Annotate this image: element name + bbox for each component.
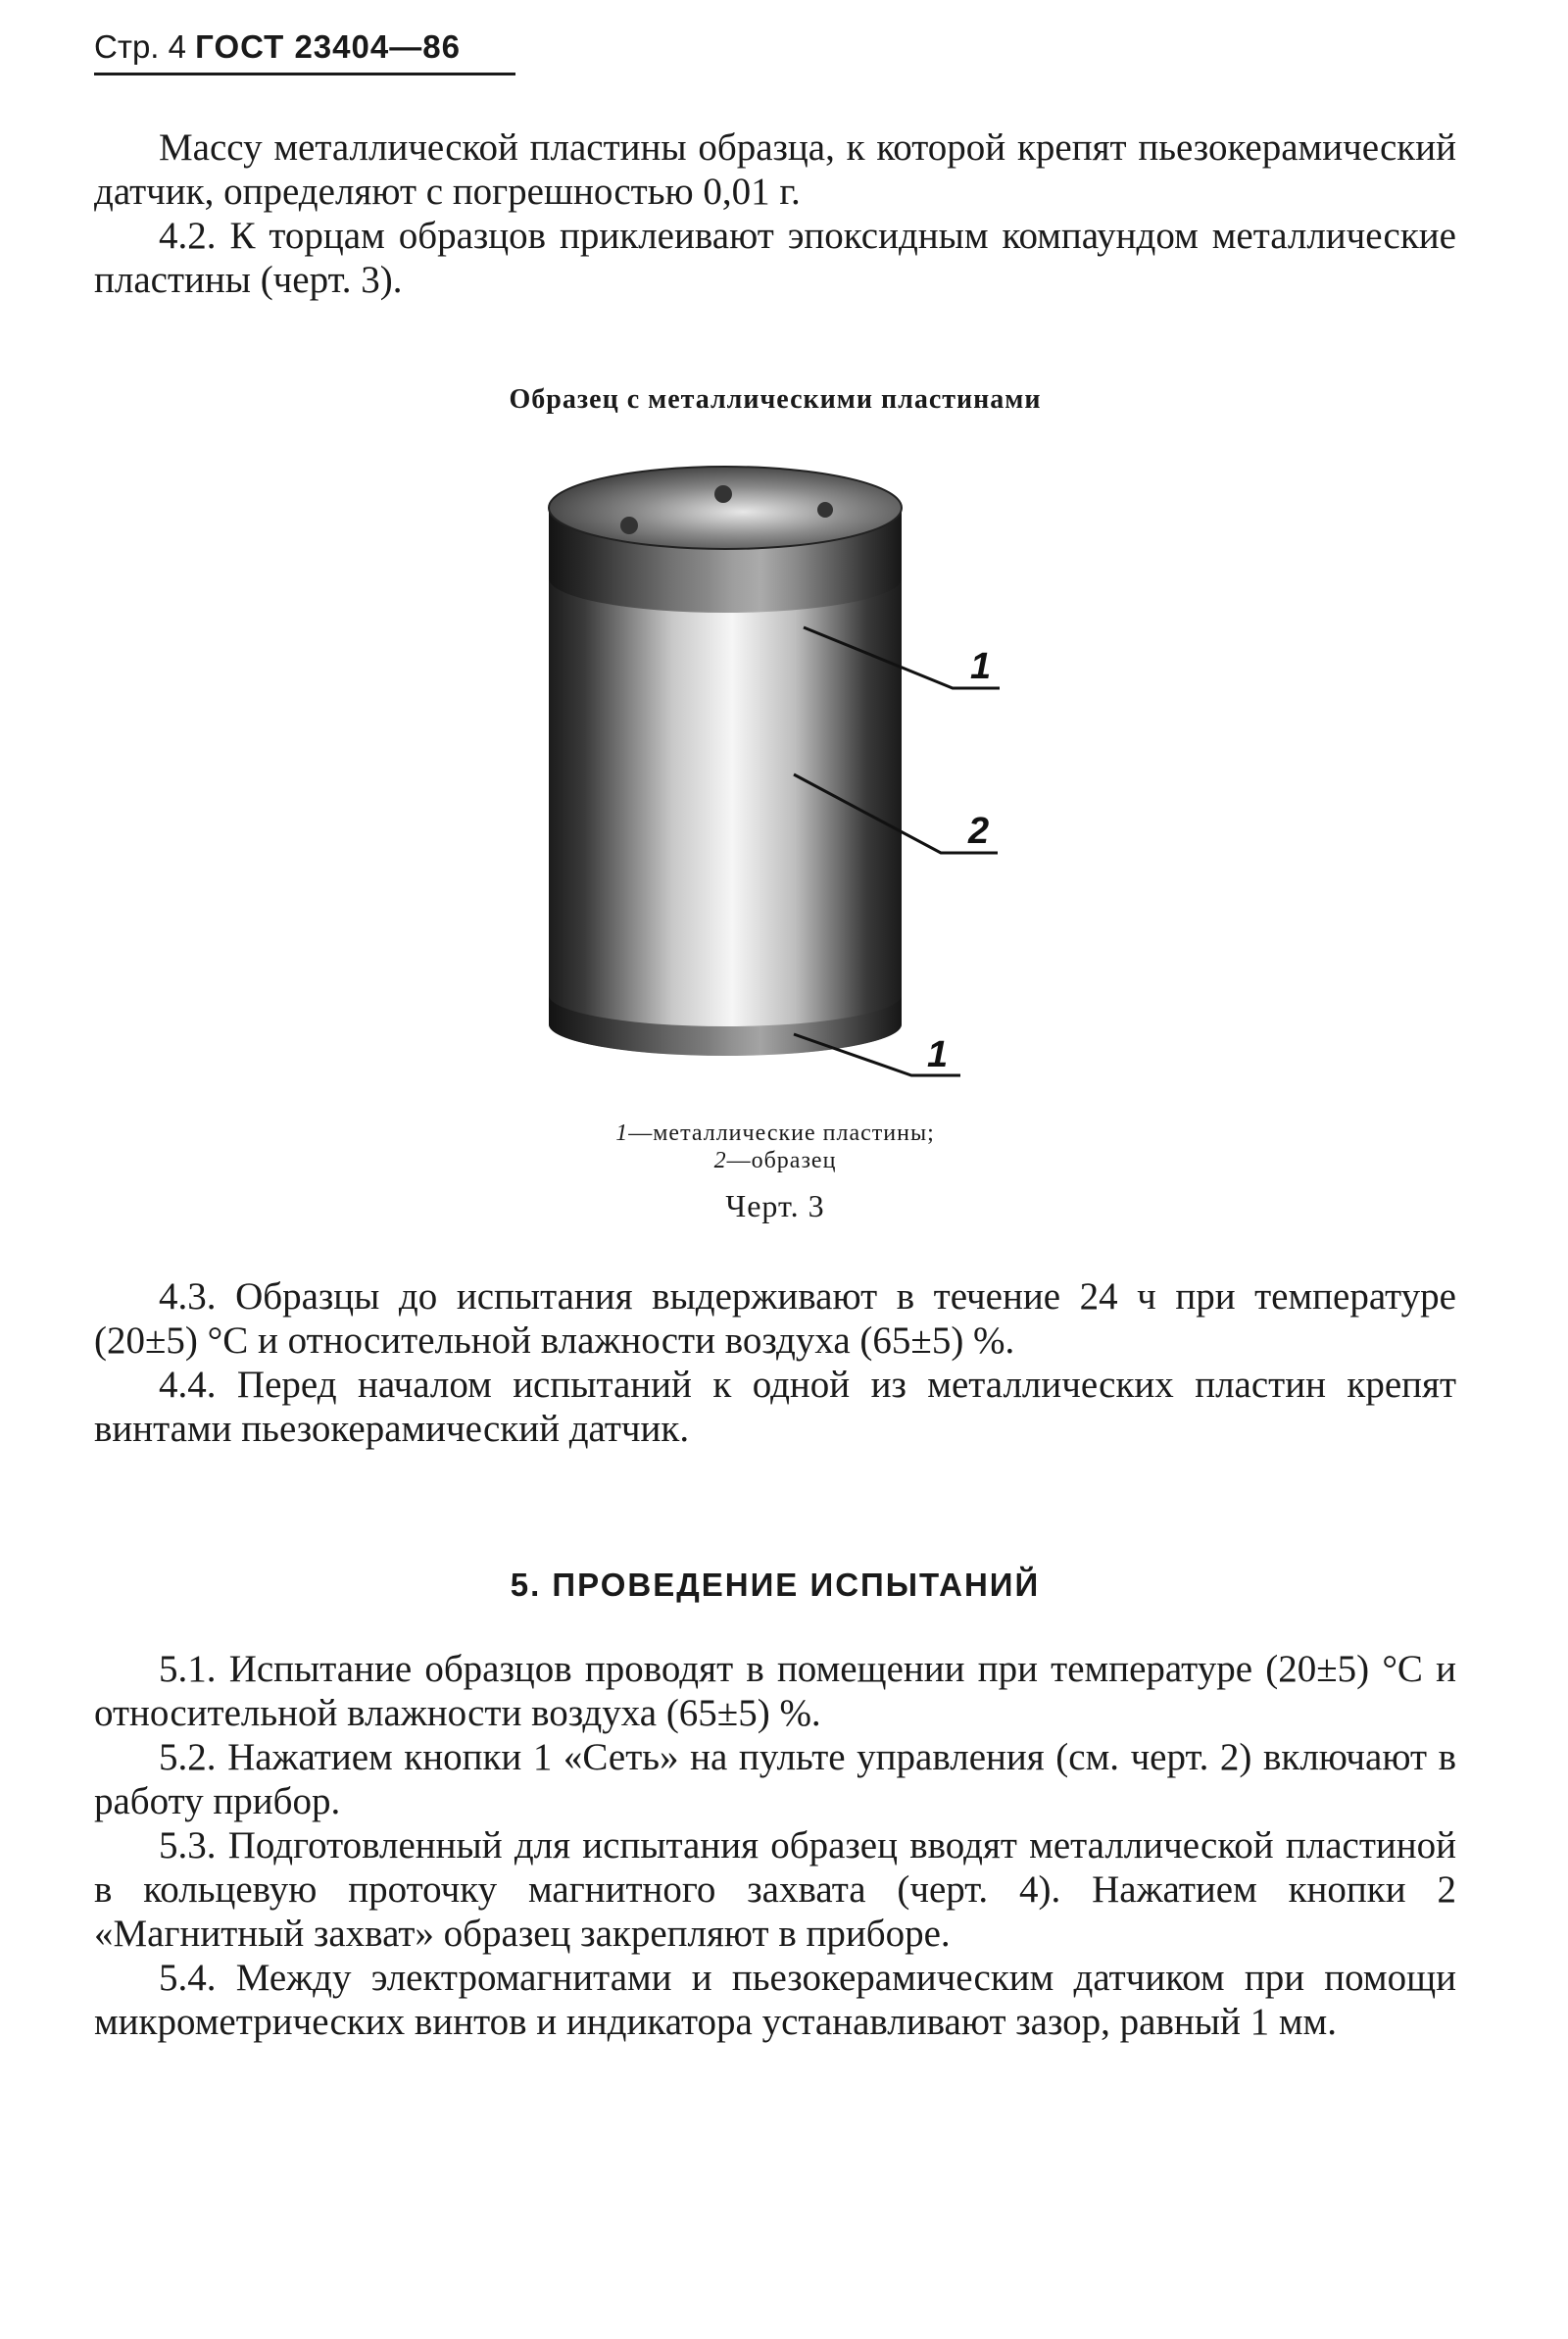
screw-icon [817, 502, 833, 518]
figure-specimen [461, 431, 1098, 1098]
page-header [94, 27, 515, 67]
callout-1-top: 1 [970, 646, 992, 687]
specimen-drawing [461, 431, 1098, 1098]
section-heading: 5. ПРОВЕДЕНИЕ ИСПЫТАНИЙ [510, 1567, 1041, 1603]
screw-icon [714, 485, 732, 503]
page-number: Стр. 4 [94, 28, 186, 65]
paragraph-4-2: 4.2. К торцам образцов приклеивают эпоксидным компаундом металлические пластины (черт. 3). [94, 215, 1456, 301]
paragraph: Массу металлической пластины образца, к которой крепят пьезокерамический датчик, определяют с погрешностью 0,01 г. [94, 126, 1456, 213]
text-block-middle [94, 1274, 1456, 1451]
figure-caption: Черт. 3 [725, 1188, 825, 1223]
figure-legend [94, 1120, 1456, 1174]
standard-number: ГОСТ 23404—86 [195, 28, 461, 65]
top-plate-face [549, 467, 902, 549]
screw-icon [620, 517, 638, 534]
legend-item-2 [94, 1147, 1456, 1174]
figure-title: Образец с металлическими пластинами [509, 384, 1042, 415]
legend-number: 2 [713, 1148, 727, 1173]
paragraph-4-3: 4.3. Образцы до испытания выдерживают в течение 24 ч при температуре (20±5) °С и относительной влажности воздуха (65±5) %. [94, 1275, 1456, 1362]
legend-text: —образец [726, 1148, 837, 1173]
legend-text: —металлические пластины; [628, 1120, 935, 1146]
paragraph-5-3: 5.3. Подготовленный для испытания образец вводят металлической пластиной в кольцевую проточку магнитного захвата (черт. 4). Нажатием кнопки 2 «Магнитный захват» образец закрепляют в приборе. [94, 1824, 1456, 1955]
text-block-top [94, 125, 1456, 302]
callout-1-bottom: 1 [927, 1034, 949, 1075]
header-rule [94, 73, 515, 75]
paragraph-5-4: 5.4. Между электромагнитами и пьезокерамическим датчиком при помощи микрометрических винтов и индикатора устанавливают зазор, равный 1 мм. [94, 1957, 1456, 2043]
text-block-bottom [94, 1647, 1456, 2044]
paragraph-4-4: 4.4. Перед началом испытаний к одной из металлических пластин крепят винтами пьезокерамический датчик. [94, 1364, 1456, 1450]
legend-item-1 [94, 1120, 1456, 1147]
paragraph-5-2: 5.2. Нажатием кнопки 1 «Сеть» на пульте управления (см. черт. 2) включают в работу прибор. [94, 1736, 1456, 1822]
paragraph-5-1: 5.1. Испытание образцов проводят в помещении при температуре (20±5) °С и относительной влажности воздуха (65±5) %. [94, 1648, 1456, 1734]
callout-2: 2 [968, 811, 990, 852]
legend-number: 1 [615, 1120, 629, 1146]
